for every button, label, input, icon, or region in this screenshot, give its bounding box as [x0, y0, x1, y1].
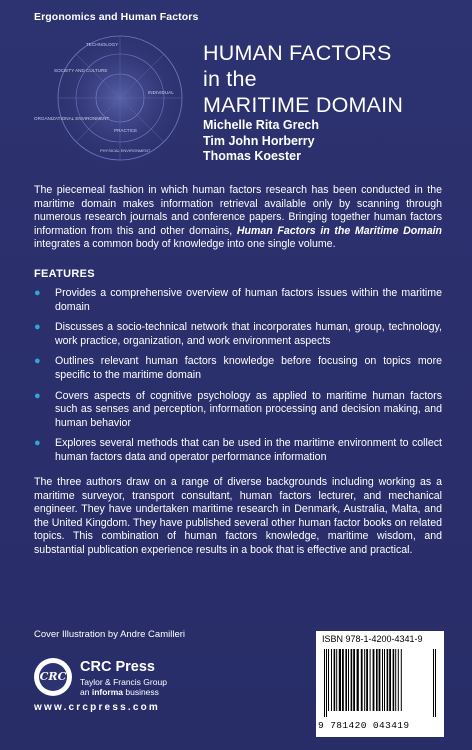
- barcode-bar: [395, 649, 396, 711]
- diagram-label-organizational: ORGANIZATIONAL ENVIRONMENT: [34, 116, 110, 121]
- barcode-bar: [364, 649, 365, 711]
- intro-text-before: The piecemeal fashion in which human factors research has been conducted in the maritime domain makes information retrieval available only by scanning through numerous research journals and conference papers. Bringing together human factors information from this and other domains,: [34, 184, 442, 237]
- diagram-label-physical: PHYSICAL ENVIRONMENT: [100, 148, 151, 153]
- title-line-1: HUMAN FACTORS: [203, 41, 392, 65]
- barcode-bar: [336, 649, 337, 711]
- barcode-bar: [342, 649, 344, 711]
- isbn-barcode-block: [316, 631, 444, 737]
- bullet-icon: ●: [34, 389, 41, 402]
- book-title: [203, 40, 403, 118]
- feature-text: Explores several methods that can be used in the maritime environment to collect human factors data and operator performance information: [55, 437, 442, 463]
- diagram-label-society: SOCIETY AND CULTURE: [54, 68, 108, 73]
- barcode-icon: [322, 649, 438, 717]
- isbn-label: ISBN 978-1-4200-4341-9: [322, 634, 423, 644]
- barcode-bar: [382, 649, 383, 711]
- barcode-bar: [361, 649, 363, 711]
- barcode-bar: [389, 649, 391, 711]
- intro-paragraph: [34, 184, 442, 252]
- publisher-name: CRC Press: [80, 659, 155, 675]
- barcode-bar: [387, 649, 389, 711]
- barcode-digits: 9 781420 043419: [318, 720, 410, 731]
- publisher-business: an informa business: [80, 687, 159, 697]
- barcode-bar: [353, 649, 355, 711]
- barcode-bar: [345, 649, 347, 711]
- barcode-bar: [384, 649, 385, 711]
- feature-item: [34, 390, 442, 431]
- barcode-bar: [401, 649, 402, 711]
- bullet-icon: ●: [34, 321, 41, 334]
- barcode-bar: [339, 649, 341, 711]
- closing-paragraph: The three authors draw on a range of diverse backgrounds including working as a maritime surveyor, transport consultant, human factors lecturer, and mechanical engineer. They have undertaken maritime research in Denmark, Australia, Malta, and the United Kingdom. They have published several other human factor books on related topics. This combination of human factors knowledge, maritime wisdom, and substantial publication experience results in a book that is effective and practical.: [34, 476, 442, 556]
- feature-text: Provides a comprehensive overview of human factors issues within the maritime domain: [55, 287, 442, 313]
- feature-text: Discusses a socio-technical network that incorporates human, group, technology, work practice, organization, and work environment aspects: [55, 321, 442, 347]
- barcode-bar: [328, 649, 329, 711]
- barcode-bar: [433, 649, 434, 717]
- barcode-bar: [379, 649, 381, 711]
- barcode-bar: [398, 649, 399, 711]
- informa-brand: informa: [91, 687, 123, 697]
- bullet-icon: ●: [34, 437, 41, 450]
- diagram-label-technology: TECHNOLOGY: [86, 42, 119, 47]
- feature-item: [34, 287, 442, 314]
- diagram-label-practice: PRACTICE: [114, 128, 138, 133]
- series-title: Ergonomics and Human Factors: [34, 11, 199, 23]
- publisher-website: www.crcpress.com: [34, 702, 160, 713]
- sociotechnical-diagram: [30, 28, 200, 176]
- barcode-bar: [376, 649, 378, 711]
- bullet-icon: ●: [34, 355, 41, 368]
- author-list: [203, 118, 319, 165]
- title-line-2: in the: [203, 67, 257, 91]
- author-name: Tim John Horberry: [203, 133, 315, 148]
- author-name: Thomas Koester: [203, 149, 301, 163]
- barcode-bar: [373, 649, 375, 711]
- bullet-icon: ●: [34, 287, 41, 299]
- feature-item: [34, 437, 442, 464]
- cover-credit: Cover Illustration by Andre Camilleri: [34, 629, 186, 640]
- barcode-bar: [348, 649, 349, 711]
- barcode-bar: [326, 649, 327, 717]
- barcode-bar: [357, 649, 359, 711]
- barcode-bar: [324, 649, 325, 717]
- author-name: Michelle Rita Grech: [203, 118, 320, 132]
- publisher-logo: [34, 658, 264, 698]
- barcode-bar: [393, 649, 395, 711]
- feature-text: Covers aspects of cognitive psychology as applied to maritime human factors such as senses and perception, information processing and decision making, and human behavior: [55, 389, 442, 429]
- feature-item: [34, 355, 442, 382]
- title-line-3: MARITIME DOMAIN: [203, 93, 404, 117]
- feature-text: Outlines relevant human factors knowledge before focusing on topics more specific to the maritime domain: [55, 355, 442, 381]
- diagram-label-individual: INDIVIDUAL: [148, 90, 174, 95]
- feature-item: [34, 321, 442, 348]
- crc-logo-icon: [34, 658, 72, 696]
- barcode-bar: [331, 649, 332, 711]
- publisher-group: Taylor & Francis Group: [80, 677, 167, 687]
- crc-logo-mark: CRC: [39, 663, 67, 691]
- intro-text-after: integrates a common body of knowledge into one single volume.: [34, 238, 336, 251]
- features-list: [34, 287, 442, 472]
- barcode-bar: [351, 649, 353, 711]
- barcode-bar: [334, 649, 336, 711]
- features-heading: FEATURES: [34, 268, 95, 280]
- barcode-bar: [366, 649, 368, 711]
- intro-book-title: Human Factors in the Maritime Domain: [236, 224, 442, 237]
- barcode-bar: [435, 649, 436, 717]
- barcode-bar: [370, 649, 371, 711]
